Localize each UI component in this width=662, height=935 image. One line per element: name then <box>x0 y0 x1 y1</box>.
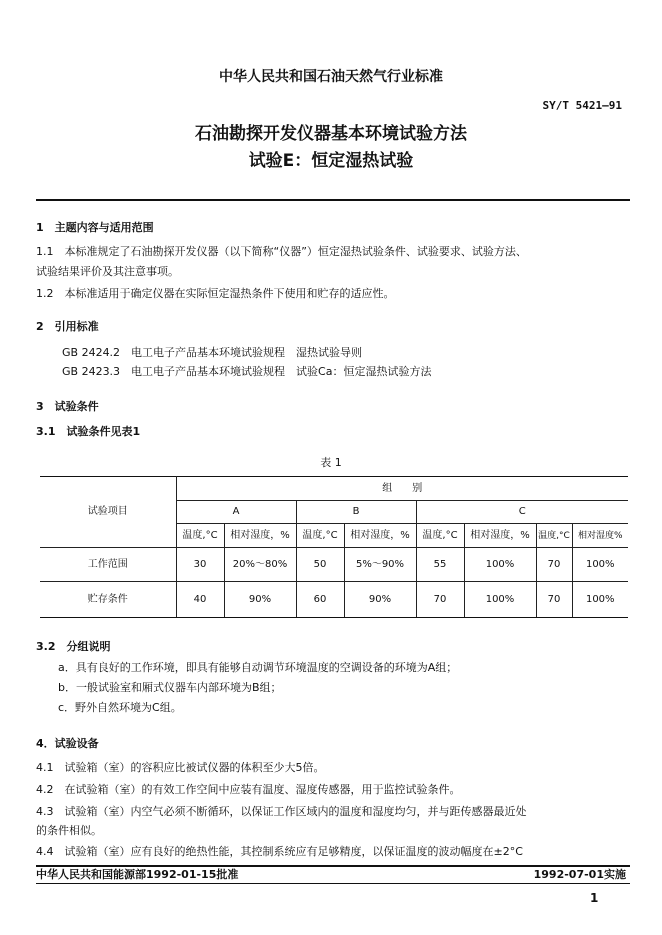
table-cell: 100% <box>572 582 628 618</box>
table-group-header: 组 别 <box>176 477 628 501</box>
table-cell: 70 <box>536 548 572 582</box>
table-cell: 55 <box>416 548 464 582</box>
table-item-header: 试验项目 <box>40 477 176 548</box>
test-conditions-table <box>40 476 628 618</box>
para-1-1-line-1: 1.1 本标准规定了石油勘探开发仪器（以下简称“仪器”）恒定湿热试验条件、试验要求、试验方法、 <box>36 245 527 258</box>
para-3-1: 3.1 试验条件见表1 <box>36 425 141 438</box>
page-number: 1 <box>590 891 599 905</box>
table-cell: 90% <box>344 582 416 618</box>
sub-header-temp: 温度,°C <box>536 524 572 548</box>
row-label: 工作范围 <box>40 548 176 582</box>
table-cell: 5%～90% <box>344 548 416 582</box>
sub-header-temp: 温度,°C <box>296 524 344 548</box>
header-divider <box>36 199 630 201</box>
approval-note: 中华人民共和国能源部1992-01-15批准 <box>36 868 239 881</box>
title-line-2: 试验E：恒定湿热试验 <box>248 151 414 171</box>
para-4-3-line-1: 4.3 试验箱（室）内空气必须不断循环，以保证工作区域内的温度和湿度均匀，并与距传感器最近处 <box>36 805 527 818</box>
para-1-1-line-2: 试验结果评价及其注意事项。 <box>36 265 179 278</box>
table-cell: 100% <box>464 582 536 618</box>
effective-date: 1992-07-01实施 <box>533 868 626 881</box>
table-cell: 70 <box>536 582 572 618</box>
para-1-2: 1.2 本标准适用于确定仪器在实际恒定湿热条件下使用和贮存的适应性。 <box>36 287 395 300</box>
table-cell: 100% <box>464 548 536 582</box>
sub-header-temp: 温度,°C <box>416 524 464 548</box>
sub-header-humidity: 相对湿度，% <box>224 524 296 548</box>
group-item: a．具有良好的工作环境，即具有能够自动调节环境温度的空调设备的环境为A组； <box>58 661 458 674</box>
sub-header-humidity: 相对湿度，% <box>344 524 416 548</box>
footer-bottom-rule <box>36 883 630 884</box>
title-line-1: 石油勘探开发仪器基本环境试验方法 <box>195 124 467 144</box>
group-b-header: B <box>296 501 416 524</box>
standard-code: SY/T 5421—91 <box>542 99 622 112</box>
row-label: 贮存条件 <box>40 582 176 618</box>
para-3-2-heading: 3.2 分组说明 <box>36 640 111 653</box>
table-cell: 60 <box>296 582 344 618</box>
ref-standard: GB 2424.2 电工电子产品基本环境试验规程 湿热试验导则 <box>62 346 363 359</box>
table-cell: 100% <box>572 548 628 582</box>
table-row <box>40 582 628 618</box>
table-caption: 表 1 <box>320 456 342 469</box>
table-cell: 70 <box>416 582 464 618</box>
table-cell: 30 <box>176 548 224 582</box>
group-c-header: C <box>416 501 628 524</box>
table-row <box>40 548 628 582</box>
sub-header-temp: 温度,°C <box>176 524 224 548</box>
table-cell: 40 <box>176 582 224 618</box>
section-2-heading: 2 引用标准 <box>36 320 99 333</box>
ref-standard: GB 2423.3 电工电子产品基本环境试验规程 试验Ca：恒定湿热试验方法 <box>62 365 432 378</box>
para-4-1: 4.1 试验箱（室）的容积应比被试仪器的体积至少大5倍。 <box>36 761 325 774</box>
para-4-4: 4.4 试验箱（室）应有良好的绝热性能，其控制系统应有足够精度，以保证温度的波动幅度在±2°C <box>36 845 523 858</box>
para-4-2: 4.2 在试验箱（室）的有效工作空间中应装有温度、湿度传感器，用于监控试验条件。 <box>36 783 461 796</box>
table-cell: 50 <box>296 548 344 582</box>
section-3-heading: 3 试验条件 <box>36 400 99 413</box>
para-4-3-line-2: 的条件相似。 <box>36 824 102 837</box>
group-item: c．野外自然环境为C组。 <box>58 701 182 714</box>
group-item: b．一般试验室和厢式仪器车内部环境为B组； <box>58 681 282 694</box>
table-cell: 90% <box>224 582 296 618</box>
table-cell: 20%～80% <box>224 548 296 582</box>
section-4-heading: 4．试验设备 <box>36 737 99 750</box>
sub-header-humidity: 相对湿度，% <box>464 524 536 548</box>
group-a-header: A <box>176 501 296 524</box>
section-1-heading: 1 主题内容与适用范围 <box>36 221 154 234</box>
org-title: 中华人民共和国石油天然气行业标准 <box>219 69 443 85</box>
sub-header-humidity: 相对湿度% <box>572 524 628 548</box>
